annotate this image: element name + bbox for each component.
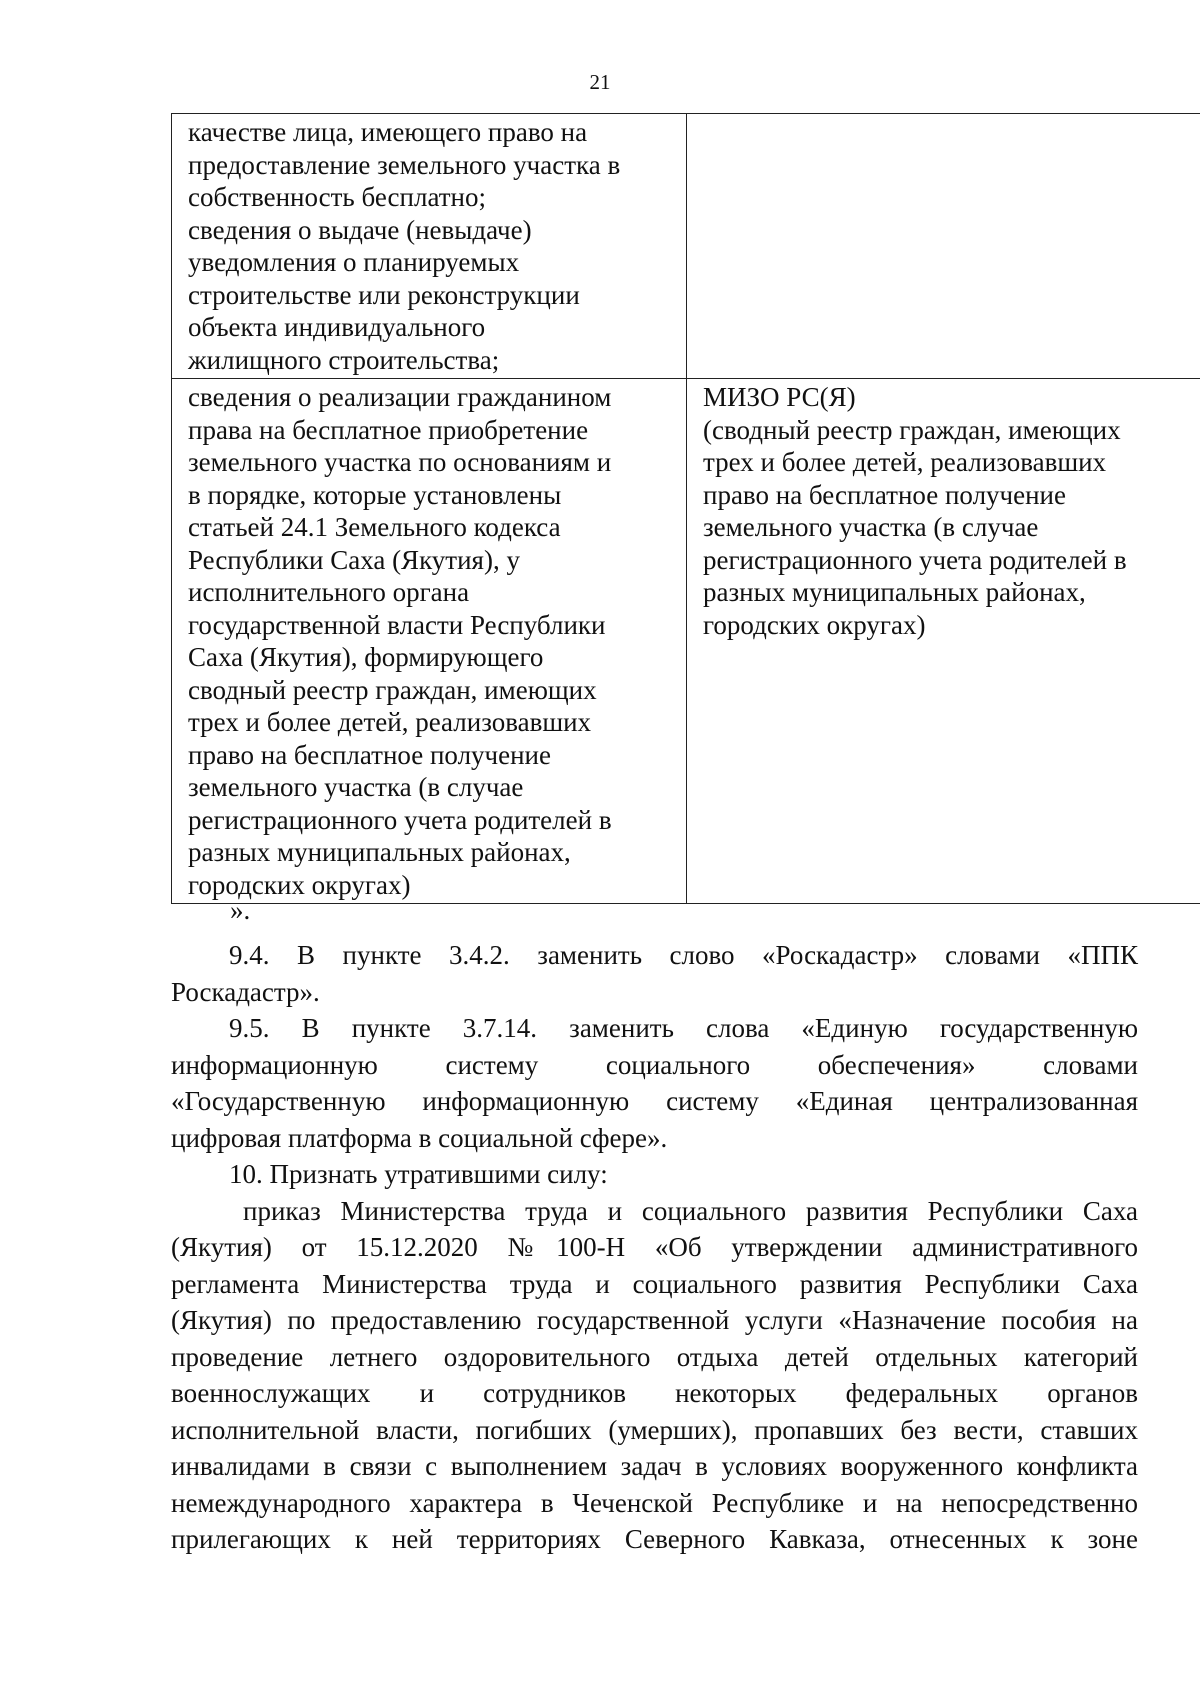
table-cell-left bbox=[172, 114, 687, 379]
cell-text-line: объекта индивидуального bbox=[188, 312, 486, 342]
cell-text-line: регистрационного учета родителей в bbox=[188, 804, 612, 835]
cell-text-line: городских округах) bbox=[188, 869, 411, 900]
cell-text-line: земельного участка (в случае bbox=[188, 772, 524, 802]
closing-quote: ». bbox=[230, 895, 251, 925]
paragraph-order bbox=[171, 1193, 1138, 1558]
cell-text-line: жилищного строительства; bbox=[188, 344, 500, 375]
text-line: 9.4. В пункте 3.4.2. заменить слово «Роскадастр» словами «ППК bbox=[229, 940, 1138, 970]
paragraph-10 bbox=[171, 1156, 1138, 1193]
cell-text-line: предоставление земельного участка в bbox=[188, 149, 621, 180]
cell-text-line: разных муниципальных районах, bbox=[188, 837, 571, 867]
cell-text-line: собственность бесплатно; bbox=[188, 182, 486, 212]
cell-text-line: уведомления о планируемых bbox=[188, 247, 520, 277]
paragraph-9-5 bbox=[171, 1010, 1138, 1156]
cell-text-line: строительстве или реконструкции bbox=[188, 279, 580, 310]
cell-text-line: МИЗО РС(Я) bbox=[703, 382, 856, 412]
table-cell-right bbox=[687, 114, 1200, 379]
text-line: исполнительной власти, погибших (умерших), пропавших без вести, ставших bbox=[171, 1414, 1138, 1445]
text-line: 10. Признать утратившими силу: bbox=[229, 1159, 608, 1189]
text-line: информационную систему социального обеспечения» словами bbox=[171, 1049, 1138, 1080]
cell-text-line: сведения о реализации гражданином bbox=[188, 382, 612, 412]
text-line: цифровая платформа в социальной сфере». bbox=[171, 1122, 668, 1153]
cell-text-line: качестве лица, имеющего право на bbox=[188, 117, 588, 147]
cell-text-line: исполнительного органа bbox=[188, 577, 470, 607]
text-line: (Якутия) по предоставлению государственной услуги «Назначение пособия на bbox=[171, 1305, 1138, 1335]
cell-text-line: Республики Саха (Якутия), у bbox=[188, 544, 520, 575]
cell-text-line: сводный реестр граждан, имеющих bbox=[188, 674, 597, 705]
table-row bbox=[172, 379, 1200, 904]
cell-text-line: (сводный реестр граждан, имеющих bbox=[703, 414, 1121, 445]
cell-text-line: трех и более детей, реализовавших bbox=[188, 707, 592, 737]
table-row bbox=[172, 114, 1200, 379]
text-line: (Якутия) от 15.12.2020 №100-Н «Об утверждении административного bbox=[171, 1232, 1138, 1262]
cell-text-line: право на бесплатное получение bbox=[188, 739, 551, 770]
text-line: «Государственную информационную систему «Единая централизованная bbox=[171, 1086, 1138, 1116]
paragraph-9-4 bbox=[171, 937, 1138, 1010]
text-line: регламента Министерства труда и социального развития Республики Саха bbox=[171, 1268, 1138, 1299]
cell-text-line: статьей 24.1 Земельного кодекса bbox=[188, 512, 561, 542]
document-table bbox=[171, 113, 1200, 904]
cell-text-line: сведения о выдаче (невыдаче) bbox=[188, 214, 532, 245]
cell-text-line: право на бесплатное получение bbox=[703, 479, 1066, 510]
cell-text-line: разных муниципальных районах, bbox=[703, 577, 1086, 607]
text-line: Роскадастр». bbox=[171, 976, 320, 1007]
cell-text-line: трех и более детей, реализовавших bbox=[703, 447, 1107, 477]
cell-text-line: Саха (Якутия), формирующего bbox=[188, 642, 544, 672]
cell-text-line: земельного участка по основаниям и bbox=[188, 447, 612, 477]
text-line: проведение летнего оздоровительного отдыха детей отдельных категорий bbox=[171, 1341, 1138, 1372]
cell-text-line: земельного участка (в случае bbox=[703, 512, 1039, 542]
text-line: 9.5. В пункте 3.7.14. заменить слова «Единую государственную bbox=[229, 1013, 1138, 1043]
text-line: приказ Министерства труда и социального развития Республики Саха bbox=[243, 1195, 1138, 1226]
table-cell-left bbox=[172, 379, 687, 904]
text-line: немеждународного характера в Чеченской Республике и на непосредственно bbox=[171, 1487, 1138, 1518]
cell-text-line: права на бесплатное приобретение bbox=[188, 414, 589, 445]
document-body bbox=[171, 937, 1138, 1558]
cell-text-line: в порядке, которые установлены bbox=[188, 479, 562, 510]
cell-text-line: городских округах) bbox=[703, 609, 926, 640]
cell-text-line: регистрационного учета родителей в bbox=[703, 544, 1127, 575]
text-line: прилегающих к ней территориях Северного Кавказа, отнесенных к зоне bbox=[171, 1524, 1138, 1554]
table-cell-right bbox=[687, 379, 1200, 904]
page-number: 21 bbox=[589, 70, 611, 94]
cell-text-line: государственной власти Республики bbox=[188, 609, 606, 640]
text-line: инвалидами в связи с выполнением задач в условиях вооруженного конфликта bbox=[171, 1451, 1138, 1481]
text-line: военнослужащих и сотрудников некоторых федеральных органов bbox=[171, 1378, 1138, 1408]
